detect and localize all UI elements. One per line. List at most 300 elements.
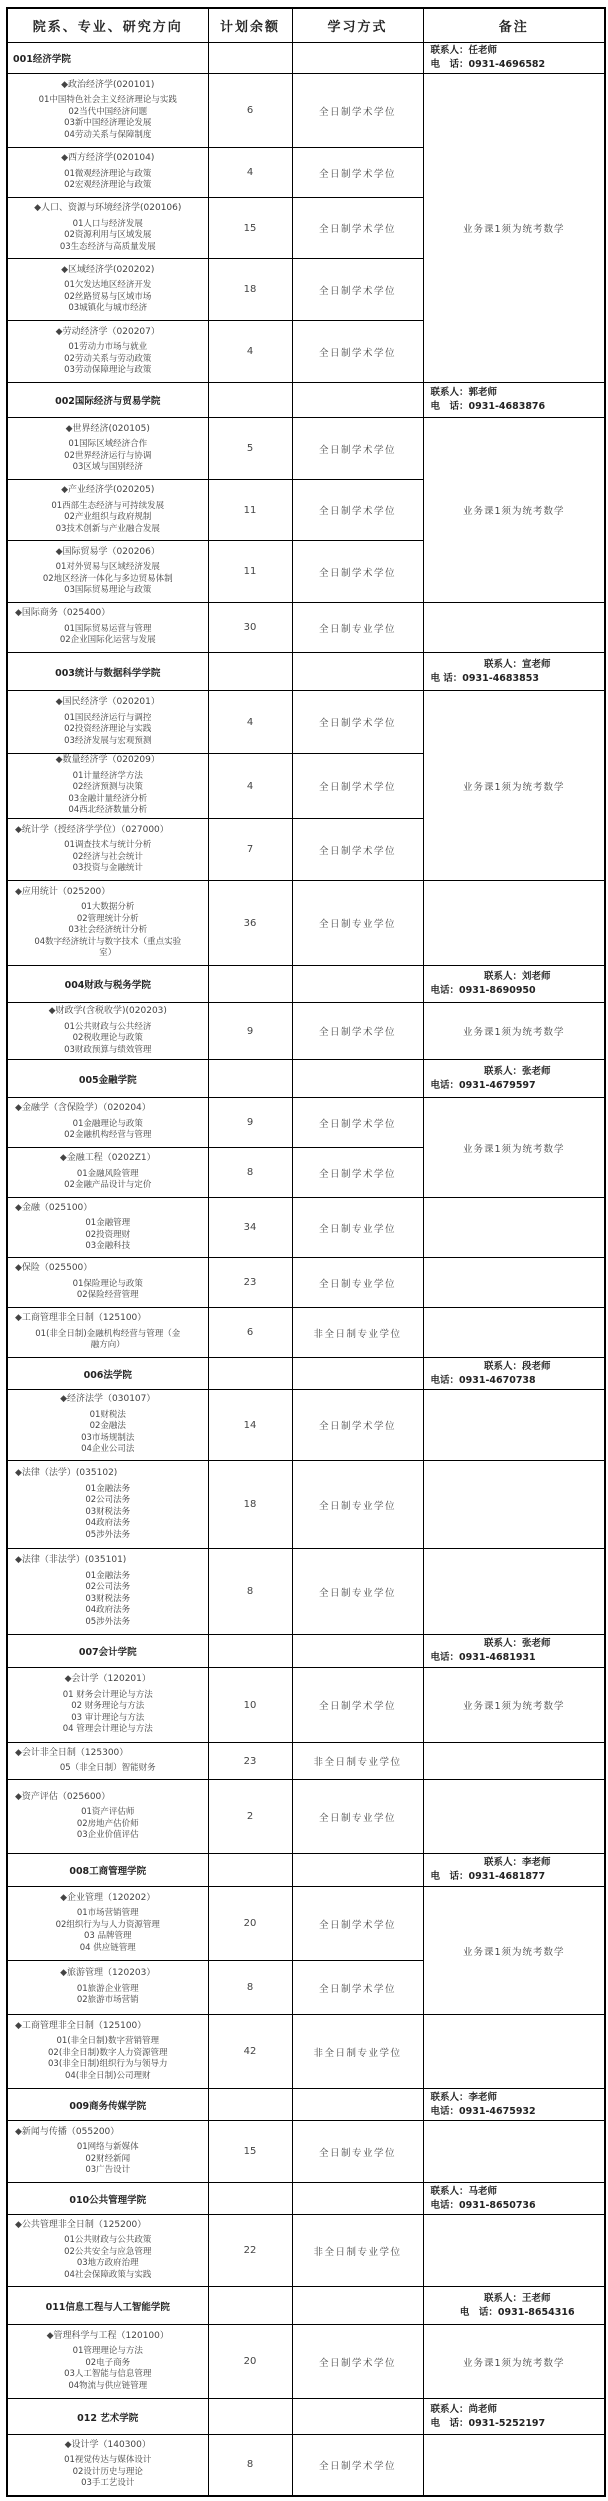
- header-department: 院系、专业、研究方向: [7, 8, 208, 43]
- college-mode-empty: [292, 1358, 423, 1390]
- study-mode: 全日制学术学位: [292, 259, 423, 321]
- study-mode: 全日制学术学位: [292, 148, 423, 198]
- college-quota-empty: [208, 383, 292, 418]
- research-direction: 03国际贸易理论与政策: [64, 585, 152, 595]
- major-title: ◆数量经济学（020209）: [55, 755, 160, 766]
- research-direction: 01(非全日制)金融机构经营与管理（金: [35, 1328, 181, 1339]
- study-mode: 全日制学术学位: [292, 480, 423, 541]
- research-direction: 01金融管理: [85, 1218, 131, 1228]
- research-direction: 01劳动力市场与就业: [68, 342, 148, 352]
- major-cell: [7, 74, 208, 148]
- plan-quota: 5: [208, 418, 292, 480]
- research-direction: 室）: [99, 948, 117, 958]
- research-direction: 03财税法务: [85, 1506, 131, 1517]
- research-directions: [8, 219, 208, 254]
- major-title: ◆旅游管理（120203）: [60, 1968, 156, 1979]
- college-contact: [423, 2399, 605, 2435]
- contact-phone: 电话：0931-8690950: [430, 985, 536, 996]
- research-direction: 02资源利用与区域发展: [64, 230, 152, 240]
- research-direction: 04社会保障政策与实践: [64, 2269, 152, 2280]
- major-title: ◆工商管理非全日制（125100）: [15, 2020, 147, 2031]
- major-row: [7, 1198, 605, 1258]
- study-mode: 全日制学术学位: [292, 1148, 423, 1198]
- research-direction: 04劳动关系与保障制度: [64, 129, 152, 140]
- study-mode: 全日制学术学位: [292, 1668, 423, 1743]
- research-direction: 01管理理论与方法: [72, 2346, 143, 2357]
- plan-quota: 4: [208, 321, 292, 383]
- research-directions: [8, 1410, 208, 1456]
- major-row: [7, 418, 605, 480]
- major-cell: [7, 1003, 208, 1060]
- remark: [423, 2121, 605, 2183]
- plan-quota: 2: [208, 1780, 292, 1854]
- study-mode: 全日制学术学位: [292, 418, 423, 480]
- major-title: ◆劳动经济学（020207）: [55, 326, 160, 337]
- plan-quota: 4: [208, 754, 292, 819]
- plan-quota: 11: [208, 480, 292, 541]
- remark: [423, 881, 605, 966]
- study-mode: 全日制专业学位: [292, 1198, 423, 1258]
- remark: [423, 603, 605, 653]
- research-directions: [8, 1807, 208, 1842]
- major-cell: [7, 1258, 208, 1308]
- college-contact: [423, 1060, 605, 1098]
- contact-phone: 电话：0931-4675932: [430, 2105, 536, 2117]
- remark: 业务课1须为统考数学: [423, 74, 605, 383]
- contact-person: 联系人：张老师: [483, 1065, 551, 1077]
- major-cell: [7, 603, 208, 653]
- research-direction: 02投资经济理论与实践: [64, 724, 152, 734]
- plan-quota: 9: [208, 1098, 292, 1148]
- research-direction: 03地方政府治理: [76, 2258, 139, 2269]
- major-cell: [7, 1308, 208, 1358]
- research-direction: 03技术创新与产业融合发展: [55, 523, 160, 534]
- research-directions: [8, 439, 208, 474]
- research-direction: 02经济与社会统计: [72, 851, 143, 862]
- major-cell: [7, 819, 208, 881]
- research-direction: 02公司法务: [85, 1582, 131, 1592]
- major-cell: [7, 881, 208, 966]
- plan-quota: 36: [208, 881, 292, 966]
- research-direction: 02地区经济一体化与多边贸易体制: [42, 573, 173, 584]
- research-directions: [8, 902, 208, 960]
- major-row: [7, 1098, 605, 1148]
- research-direction: 03经济发展与宏观预测: [64, 735, 152, 746]
- major-title: ◆资产评估（025600）: [15, 1791, 111, 1802]
- major-title: ◆西方经济学(020104): [61, 153, 155, 164]
- research-direction: 03人工智能与信息管理: [64, 2369, 152, 2380]
- major-cell: [7, 1549, 208, 1635]
- research-directions: [8, 2455, 208, 2490]
- research-direction: 01视觉传达与媒体设计: [64, 2455, 152, 2466]
- college-mode-empty: [292, 2287, 423, 2325]
- research-direction: 02当代中国经济问题: [68, 106, 148, 117]
- major-cell: [7, 198, 208, 259]
- plan-quota: 34: [208, 1198, 292, 1258]
- research-direction: 02投资理财: [85, 1229, 131, 1240]
- major-cell: [7, 321, 208, 383]
- research-directions: [8, 562, 208, 597]
- major-cell: [7, 1743, 208, 1780]
- research-direction: 03金融科技: [85, 1241, 131, 1251]
- college-name: 011信息工程与人工智能学院: [7, 2287, 208, 2325]
- study-mode: 全日制学术学位: [292, 541, 423, 603]
- major-title: ◆统计学（授经济学学位）（027000）: [15, 824, 169, 835]
- major-title: ◆会计学（120201）: [64, 1674, 151, 1685]
- remark: 业务课1须为统考数学: [423, 1887, 605, 2015]
- research-directions: [8, 280, 208, 315]
- remark: [423, 1461, 605, 1549]
- study-mode: 全日制专业学位: [292, 881, 423, 966]
- contact-phone: 电话：0931-4681931: [430, 1652, 536, 1663]
- research-direction: 04政府法务: [85, 1605, 131, 1615]
- research-direction: 融方向）: [90, 1340, 125, 1351]
- major-title: ◆保险（025500）: [15, 1263, 93, 1274]
- major-title: ◆财政学(含税收学)(020203): [48, 1006, 167, 1016]
- research-directions: [8, 1690, 208, 1736]
- research-direction: 01金融法务: [85, 1483, 131, 1494]
- college-row: [7, 2287, 605, 2325]
- plan-quota: 7: [208, 819, 292, 881]
- research-direction: 03(非全日制)组织行为与领导力: [48, 2059, 168, 2070]
- major-title: ◆会计非全日制（125300）: [15, 1747, 129, 1758]
- college-quota-empty: [208, 1635, 292, 1668]
- study-mode: 全日制专业学位: [292, 1461, 423, 1549]
- remark: 业务课1须为统考数学: [423, 418, 605, 603]
- research-direction: 01公共财政与公共政策: [64, 2235, 152, 2246]
- plan-quota: 11: [208, 541, 292, 603]
- research-directions: [8, 1022, 208, 1057]
- research-directions: [8, 624, 208, 647]
- college-contact: [423, 2089, 605, 2121]
- research-directions: [8, 1279, 208, 1302]
- college-name: 010公共管理学院: [7, 2183, 208, 2215]
- major-row: [7, 1887, 605, 1961]
- research-direction: 02世界经济运行与协调: [64, 450, 152, 461]
- research-directions: [8, 1763, 208, 1775]
- research-direction: 01调查技术与统计分析: [64, 840, 152, 850]
- research-directions: [8, 501, 208, 536]
- research-direction: 02旅游市场营销: [76, 1995, 139, 2006]
- major-cell: [7, 2435, 208, 2496]
- research-direction: 02(非全日制)数字人力资源管理: [48, 2047, 168, 2058]
- study-mode: 非全日制专业学位: [292, 2015, 423, 2089]
- major-cell: [7, 148, 208, 198]
- contact-person: 联系人：任老师: [430, 45, 498, 56]
- major-row: [7, 1390, 605, 1461]
- research-directions: [8, 95, 208, 141]
- major-row: [7, 2325, 605, 2399]
- research-direction: 01(非全日制)数字营销管理: [56, 2036, 159, 2047]
- major-title: ◆国际贸易学（020206）: [55, 546, 160, 557]
- college-name: 008工商管理学院: [7, 1854, 208, 1887]
- plan-quota: 20: [208, 1887, 292, 1961]
- plan-quota: 18: [208, 1461, 292, 1549]
- research-direction: 03投资与金融统计: [72, 863, 143, 873]
- major-row: [7, 2121, 605, 2183]
- research-direction: 01金融法务: [85, 1570, 131, 1581]
- research-direction: 04企业公司法: [81, 1444, 135, 1455]
- plan-quota: 30: [208, 603, 292, 653]
- major-cell: [7, 1198, 208, 1258]
- college-quota-empty: [208, 1854, 292, 1887]
- study-mode: 全日制学术学位: [292, 1887, 423, 1961]
- plan-quota: 22: [208, 2215, 292, 2287]
- college-quota-empty: [208, 2399, 292, 2435]
- major-title: ◆企业管理（120202）: [60, 1892, 156, 1903]
- research-direction: 02企业国际化运营与发展: [59, 635, 156, 646]
- study-mode: 全日制专业学位: [292, 1549, 423, 1635]
- research-direction: 01公共财政与公共经济: [64, 1021, 152, 1032]
- major-title: ◆区域经济学(020202): [61, 264, 155, 275]
- header-mode: 学习方式: [292, 8, 423, 43]
- plan-quota: 9: [208, 1003, 292, 1060]
- research-direction: 05涉外法务: [85, 1529, 131, 1540]
- major-row: [7, 74, 605, 148]
- major-cell: [7, 2215, 208, 2287]
- college-mode-empty: [292, 43, 423, 74]
- major-cell: [7, 480, 208, 541]
- remark: [423, 2015, 605, 2089]
- remark: [423, 1743, 605, 1780]
- plan-quota: 6: [208, 1308, 292, 1358]
- college-quota-empty: [208, 1358, 292, 1390]
- plan-quota: 23: [208, 1743, 292, 1780]
- research-direction: 01西部生态经济与可持续发展: [51, 500, 165, 511]
- contact-phone: 电话：0931-8650736: [430, 2199, 536, 2211]
- major-row: [7, 1743, 605, 1780]
- major-cell: [7, 2121, 208, 2183]
- contact-phone: 电 话：0931-4683876: [430, 401, 546, 412]
- major-row: [7, 1003, 605, 1060]
- plan-quota: 10: [208, 1668, 292, 1743]
- study-mode: 全日制学术学位: [292, 1003, 423, 1060]
- study-mode: 非全日制专业学位: [292, 2215, 423, 2287]
- study-mode: 非全日制专业学位: [292, 1743, 423, 1780]
- research-direction: 03市场规制法: [81, 1432, 135, 1443]
- research-directions: [8, 1218, 208, 1253]
- major-title: ◆管理科学与工程（120100）: [46, 2330, 169, 2341]
- college-row: [7, 653, 605, 691]
- contact-person: 联系人：段老师: [483, 1360, 551, 1372]
- college-row: [7, 1060, 605, 1098]
- research-direction: 01国民经济运行与调控: [64, 712, 152, 723]
- college-mode-empty: [292, 1060, 423, 1098]
- college-row: [7, 383, 605, 418]
- contact-person: 联系人：马老师: [430, 2185, 498, 2197]
- plan-quota: 8: [208, 1148, 292, 1198]
- major-row: [7, 1461, 605, 1549]
- research-directions: [8, 1984, 208, 2007]
- major-cell: [7, 1887, 208, 1961]
- research-direction: 03劳动保障理论与政策: [64, 365, 152, 375]
- college-name: 006法学院: [7, 1358, 208, 1390]
- study-mode: 全日制学术学位: [292, 1390, 423, 1461]
- research-direction: 01市场营销管理: [76, 1908, 139, 1919]
- study-mode: 全日制学术学位: [292, 2325, 423, 2399]
- research-direction: 01网络与新媒体: [76, 2142, 139, 2152]
- plan-quota: 18: [208, 259, 292, 321]
- remark: [423, 1308, 605, 1358]
- college-mode-empty: [292, 2089, 423, 2121]
- contact-person: 联系人：尚老师: [430, 2403, 498, 2415]
- remark: 业务课1须为统考数学: [423, 691, 605, 881]
- college-contact: [423, 1635, 605, 1668]
- college-name: 007会计学院: [7, 1635, 208, 1668]
- research-direction: 02 财务理论与方法: [71, 1701, 145, 1712]
- contact-person: 联系人：李老师: [483, 1857, 551, 1868]
- research-directions: [8, 169, 208, 192]
- contact-person: 联系人：郭老师: [430, 387, 498, 398]
- plan-quota: 20: [208, 2325, 292, 2399]
- major-row: [7, 1549, 605, 1635]
- contact-person: 联系人：刘老师: [483, 971, 551, 982]
- contact-phone: 电 话：0931-4696582: [430, 59, 546, 70]
- remark: [423, 1198, 605, 1258]
- major-cell: [7, 1098, 208, 1148]
- contact-person: 联系人：李老师: [430, 2091, 498, 2103]
- major-row: [7, 881, 605, 966]
- major-title: ◆设计学（140300）: [64, 2439, 151, 2450]
- major-cell: [7, 1668, 208, 1743]
- college-row: [7, 1358, 605, 1390]
- college-mode-empty: [292, 2183, 423, 2215]
- research-direction: 04(非全日制)公司理财: [65, 2070, 151, 2081]
- research-direction: 05（非全日制）智能财务: [59, 1763, 156, 1773]
- research-direction: 02设计历史与理论: [72, 2466, 143, 2477]
- major-cell: [7, 418, 208, 480]
- major-title: ◆法律（非法学）(035101): [15, 1555, 127, 1565]
- study-mode: 非全日制专业学位: [292, 1308, 423, 1358]
- study-mode: 全日制学术学位: [292, 754, 423, 819]
- plan-quota: 15: [208, 2121, 292, 2183]
- plan-quota: 8: [208, 1961, 292, 2015]
- contact-phone: 电话：0931-4679597: [430, 1079, 536, 1091]
- remark: [423, 1390, 605, 1461]
- college-name: 002国际经济与贸易学院: [7, 383, 208, 418]
- research-direction: 01人口与经济发展: [72, 218, 143, 229]
- contact-phone: 电 话：0931-4683853: [430, 672, 539, 684]
- major-title: ◆法律（法学）(035102): [15, 1468, 118, 1478]
- research-direction: 03 品牌管理: [83, 1931, 132, 1942]
- research-direction: 02保险经营管理: [76, 1290, 139, 1301]
- research-direction: 02管理统计分析: [76, 913, 139, 924]
- research-direction: 02劳动关系与劳动政策: [64, 353, 152, 364]
- research-direction: 01微观经济理论与政策: [64, 168, 152, 179]
- plan-quota: 4: [208, 148, 292, 198]
- plan-quota: 6: [208, 74, 292, 148]
- college-name: 012 艺术学院: [7, 2399, 208, 2435]
- research-directions: [8, 1484, 208, 1542]
- college-row: [7, 1635, 605, 1668]
- plan-quota: 8: [208, 1549, 292, 1635]
- college-contact: [423, 653, 605, 691]
- study-mode: 全日制学术学位: [292, 691, 423, 754]
- research-direction: 03 审计理论与方法: [71, 1712, 145, 1723]
- major-row: [7, 2015, 605, 2089]
- study-mode: 全日制专业学位: [292, 1258, 423, 1308]
- research-directions: [8, 2235, 208, 2281]
- research-directions: [8, 840, 208, 875]
- college-quota-empty: [208, 1060, 292, 1098]
- college-mode-empty: [292, 966, 423, 1003]
- research-directions: [8, 2346, 208, 2392]
- research-direction: 04西北经济数量分析: [68, 805, 148, 816]
- major-title: ◆金融工程（0202Z1）: [59, 1153, 156, 1164]
- college-name: 005金融学院: [7, 1060, 208, 1098]
- study-mode: 全日制学术学位: [292, 1098, 423, 1148]
- college-contact: [423, 43, 605, 74]
- college-mode-empty: [292, 653, 423, 691]
- major-cell: [7, 1461, 208, 1549]
- research-direction: 01金融理论与政策: [72, 1118, 143, 1129]
- major-cell: [7, 754, 208, 819]
- college-contact: [423, 1358, 605, 1390]
- major-row: [7, 2215, 605, 2287]
- major-title: ◆金融（025100）: [15, 1202, 93, 1213]
- research-direction: 04 供应链管理: [79, 1942, 136, 1953]
- major-row: [7, 1308, 605, 1358]
- college-contact: [423, 2287, 605, 2325]
- college-quota-empty: [208, 2183, 292, 2215]
- plan-quota: 42: [208, 2015, 292, 2089]
- college-row: [7, 43, 605, 74]
- research-direction: 03企业价值评估: [76, 1830, 139, 1840]
- research-directions: [8, 1169, 208, 1192]
- research-direction: 02金融机构经营与管理: [64, 1130, 152, 1141]
- contact-phone: 电 话：0931-4681877: [430, 1871, 546, 1882]
- remark: 业务课1须为统考数学: [423, 1098, 605, 1198]
- study-mode: 全日制专业学位: [292, 603, 423, 653]
- college-quota-empty: [208, 966, 292, 1003]
- enrollment-table: [6, 7, 606, 2497]
- contact-person: 联系人：张老师: [483, 1638, 551, 1649]
- research-direction: 02丝路贸易与区域市场: [64, 291, 152, 302]
- research-direction: 05涉外法务: [85, 1616, 131, 1627]
- college-row: [7, 1854, 605, 1887]
- major-cell: [7, 1148, 208, 1198]
- research-direction: 02金融法: [89, 1421, 126, 1432]
- major-title: ◆国民经济学（020201）: [55, 697, 160, 707]
- major-cell: [7, 2325, 208, 2399]
- research-direction: 01计量经济学方法: [72, 770, 143, 781]
- research-direction: 01旅游企业管理: [76, 1983, 139, 1994]
- research-direction: 03广告设计: [85, 2165, 131, 2175]
- contact-phone: 电 话：0931-8654316: [459, 2306, 575, 2318]
- major-title: ◆经济法学（030107）: [60, 1394, 156, 1405]
- research-direction: 02财经新闻: [85, 2153, 131, 2164]
- study-mode: 全日制学术学位: [292, 1961, 423, 2015]
- major-row: [7, 603, 605, 653]
- study-mode: 全日制学术学位: [292, 74, 423, 148]
- major-title: ◆人口、资源与环境经济学(020106): [34, 203, 182, 213]
- research-direction: 02宏观经济理论与政策: [64, 180, 152, 191]
- research-directions: [8, 1119, 208, 1142]
- table-body: [7, 43, 605, 2496]
- research-direction: 03财税法务: [85, 1593, 131, 1604]
- major-cell: [7, 1780, 208, 1854]
- college-contact: [423, 2183, 605, 2215]
- major-title: ◆世界经济(020105): [65, 423, 150, 434]
- college-contact: [423, 383, 605, 418]
- research-direction: 03新中国经济理论发展: [64, 118, 152, 129]
- study-mode: 全日制专业学位: [292, 2121, 423, 2183]
- research-direction: 01大数据分析: [81, 902, 135, 912]
- college-name: 004财政与税务学院: [7, 966, 208, 1003]
- header-note: 备注: [423, 8, 605, 43]
- study-mode: 全日制专业学位: [292, 1780, 423, 1854]
- research-direction: 04数字经济统计与数字技术（重点实验: [34, 936, 182, 947]
